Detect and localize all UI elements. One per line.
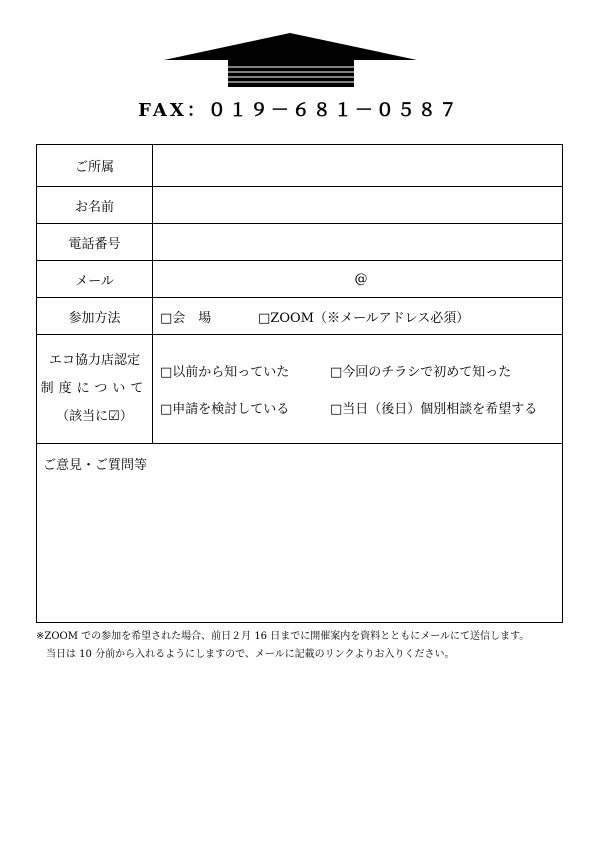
method-zoom-checkbox[interactable]: □ZOOM（※メールアドレス必須）	[258, 310, 470, 326]
method-field	[153, 298, 563, 335]
name-field[interactable]	[153, 187, 563, 224]
mail-label: メール	[37, 261, 153, 298]
comments-field[interactable]	[37, 444, 563, 623]
comments-label: ご意見・ご質問等	[43, 458, 148, 473]
eco-option-considering[interactable]: □申請を検討している	[160, 402, 290, 417]
method-venue-checkbox[interactable]: □会 場	[160, 310, 212, 326]
entry-note: 当日は 10 分前から入れるようにしますので、メールに記載のリンクよりお入りください。	[46, 649, 455, 660]
eco-label	[37, 335, 153, 444]
mail-row	[37, 261, 563, 298]
mail-at-mark: @	[354, 271, 368, 287]
eco-option-consultation[interactable]: □当日（後日）個別相談を希望する	[330, 402, 538, 417]
name-label: お名前	[37, 187, 153, 224]
affiliation-row	[37, 145, 563, 187]
mail-field[interactable]	[153, 261, 563, 298]
method-row	[37, 298, 563, 335]
up-arrow-icon	[164, 33, 417, 87]
application-form	[36, 144, 563, 623]
eco-label-line-2: 制度について	[40, 381, 149, 396]
eco-label-line-1: エコ協力店認定	[48, 353, 140, 368]
zoom-note: ※ZOOM での参加を希望された場合、前日２月 16 日までに開催案内を資料とともにメールにて送信します。	[36, 631, 530, 642]
comments-row	[37, 444, 563, 623]
eco-option-first-time[interactable]: □今回のチラシで初めて知った	[330, 365, 512, 380]
name-row	[37, 187, 563, 224]
eco-row	[37, 335, 563, 444]
phone-field[interactable]	[153, 224, 563, 261]
method-label: 参加方法	[37, 298, 153, 335]
phone-label: 電話番号	[37, 224, 153, 261]
phone-row	[37, 224, 563, 261]
affiliation-label: ご所属	[37, 145, 153, 187]
fax-number: FAX：０１９－６８１－０５８７	[138, 100, 460, 121]
eco-label-line-3: （該当に☑）	[56, 409, 133, 424]
eco-option-known-before[interactable]: □以前から知っていた	[160, 365, 290, 380]
affiliation-field[interactable]	[153, 145, 563, 187]
eco-options	[153, 335, 563, 444]
